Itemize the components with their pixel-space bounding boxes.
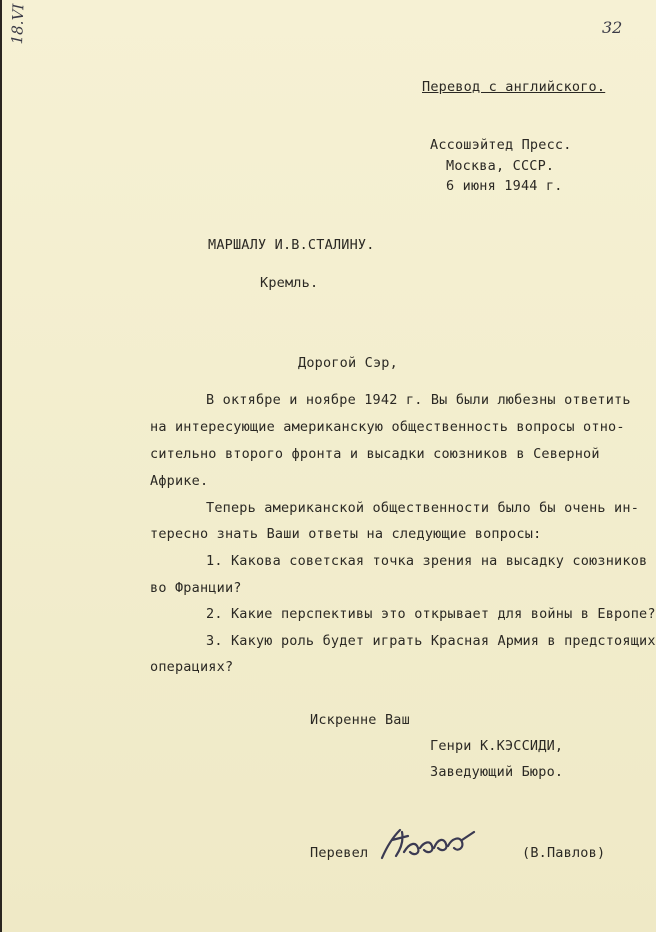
question-2: 2. Какие перспективы это открывает для войны в Европе? xyxy=(206,606,656,622)
page-number: 32 xyxy=(602,18,623,37)
question-3: 3. Какую роль будет играть Красная Армия в предстоящих xyxy=(206,633,656,649)
question-3-cont: операциях? xyxy=(150,659,234,675)
body-line: Африке. xyxy=(150,473,209,489)
salutation: Дорогой Сэр, xyxy=(298,355,398,371)
translator-name: (В.Павлов) xyxy=(522,845,606,861)
translator-label: Перевел xyxy=(310,845,369,861)
sender-line-2: Москва, СССР. xyxy=(446,158,555,174)
translator-signature xyxy=(374,818,494,868)
addressee-name: МАРШАЛУ И.В.СТАЛИНУ. xyxy=(208,237,375,253)
addressee-place: Кремль. xyxy=(260,275,319,291)
body-line: сительно второго фронта и высадки союзников в Северной xyxy=(150,446,600,462)
body-line: тересно знать Ваши ответы на следующие вопросы: xyxy=(150,526,542,542)
body-line: В октябре и ноябре 1942 г. Вы были любезны ответить xyxy=(206,392,631,408)
margin-note-date: 18.VI xyxy=(8,3,28,45)
sender-line-1: Ассошэйтед Пресс. xyxy=(430,137,572,153)
question-1: 1. Какова советская точка зрения на высадку союзников xyxy=(206,553,648,569)
signer-title: Заведующий Бюро. xyxy=(430,764,564,780)
document-title: Перевод с английского. xyxy=(422,79,606,95)
body-line: на интересующие американскую общественность вопросы отно- xyxy=(150,419,625,435)
closing-phrase: Искренне Ваш xyxy=(310,712,410,728)
sender-date: 6 июня 1944 г. xyxy=(446,178,563,194)
question-1-cont: во Франции? xyxy=(150,580,242,596)
signer-name: Генри К.КЭССИДИ, xyxy=(430,738,564,754)
body-line: Теперь американской общественности было бы очень ин- xyxy=(206,500,640,516)
